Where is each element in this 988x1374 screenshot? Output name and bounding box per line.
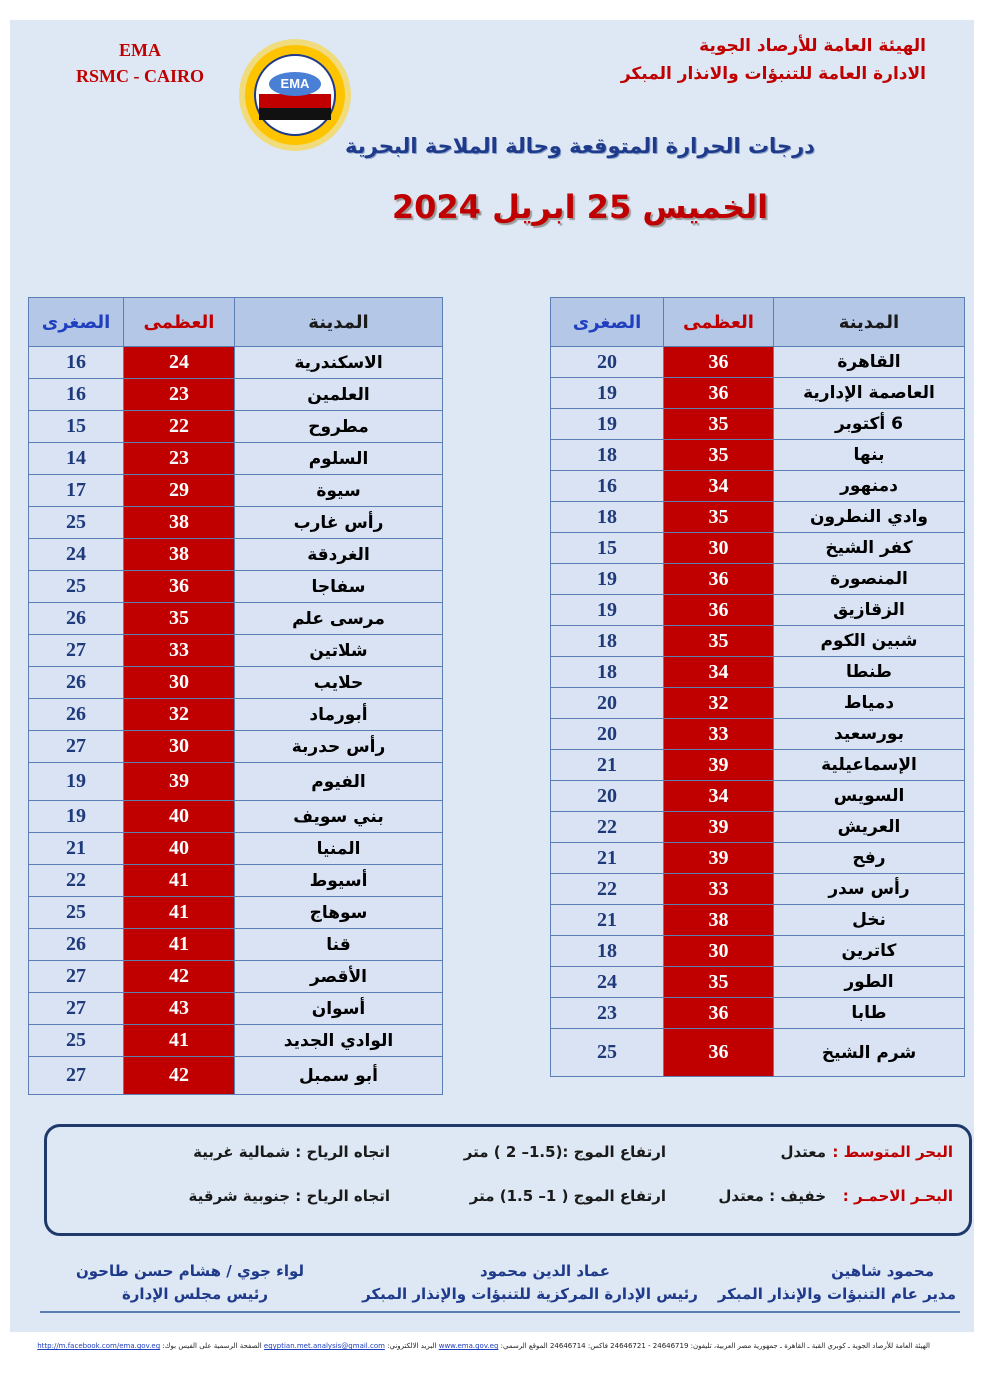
med-wave-height: ارتفاع الموج :(1.5– 2 ) متر [463,1143,666,1161]
max-temp-cell: 23 [124,443,235,475]
min-temp-cell: 19 [551,409,664,440]
min-temp-cell: 16 [29,379,124,411]
table-row [551,409,965,440]
min-temp-cell: 21 [551,750,664,781]
signature-1-name: محمود شاهين [831,1262,934,1280]
min-temp-cell: 26 [29,929,124,961]
city-cell: أبو سمبل [235,1057,443,1095]
max-temp-cell: 40 [124,833,235,865]
med-wind-direction: اتجاه الرياح : شمالية غربية [193,1143,390,1161]
max-temp-cell: 23 [124,379,235,411]
min-temp-cell: 15 [551,533,664,564]
min-temp-cell: 23 [551,998,664,1029]
min-temp-cell: 25 [551,1029,664,1077]
city-cell: مطروح [235,411,443,443]
city-cell: نخل [774,905,965,936]
city-cell: سيوة [235,475,443,507]
table-row [29,699,443,731]
city-cell: المنيا [235,833,443,865]
city-cell: بورسعيد [774,719,965,750]
city-cell: الفيوم [235,763,443,801]
min-temp-cell: 27 [29,993,124,1025]
city-cell: المنصورة [774,564,965,595]
max-temp-cell: 33 [664,719,774,750]
max-temp-cell: 41 [124,1025,235,1057]
table-row [551,440,965,471]
city-cell: القاهرة [774,347,965,378]
city-cell: شبين الكوم [774,626,965,657]
city-cell: طابا [774,998,965,1029]
city-cell: الطور [774,967,965,998]
min-temp-cell: 22 [551,874,664,905]
min-temp-cell: 26 [29,603,124,635]
red-wave-height: ارتفاع الموج ( 1– 1.5) متر [469,1187,666,1205]
city-cell: طنطا [774,657,965,688]
city-cell: العريش [774,812,965,843]
city-cell: رفح [774,843,965,874]
max-temp-cell: 36 [664,564,774,595]
med-sea-label: البحر المتوسط : [832,1143,953,1161]
table-row [29,475,443,507]
table-row [29,411,443,443]
max-temp-cell: 32 [664,688,774,719]
city-cell: حلايب [235,667,443,699]
footer-email-label: البريد الالكتروني: [384,1342,439,1350]
city-cell: رأس حدربة [235,731,443,763]
max-temp-cell: 35 [664,502,774,533]
red-sea-state: خفيف : معتدل [718,1187,826,1205]
max-temp-cell: 29 [124,475,235,507]
city-cell: العلمين [235,379,443,411]
max-temp-cell: 42 [124,1057,235,1095]
signature-1-title: مدير عام التنبؤات والإنذار المبكر [717,1285,956,1303]
max-temp-cell: 38 [124,539,235,571]
min-temp-cell: 21 [29,833,124,865]
city-cell: السويس [774,781,965,812]
table-row [29,603,443,635]
temperature-table-left [28,297,443,1095]
table-row [29,539,443,571]
min-temp-cell: 27 [29,635,124,667]
max-temp-cell: 36 [664,1029,774,1077]
city-cell: الغردقة [235,539,443,571]
max-temp-cell: 24 [124,347,235,379]
column-header-min: الصغرى [551,298,664,347]
city-cell: سفاجا [235,571,443,603]
max-temp-cell: 33 [664,874,774,905]
min-temp-cell: 20 [551,719,664,750]
max-temp-cell: 43 [124,993,235,1025]
city-cell: العاصمة الإدارية [774,378,965,409]
min-temp-cell: 15 [29,411,124,443]
max-temp-cell: 34 [664,471,774,502]
max-temp-cell: 35 [664,409,774,440]
table-row [551,533,965,564]
table-row [29,897,443,929]
max-temp-cell: 34 [664,657,774,688]
max-temp-cell: 38 [664,905,774,936]
city-cell: 6 أكتوبر [774,409,965,440]
table-row [29,929,443,961]
min-temp-cell: 25 [29,1025,124,1057]
min-temp-cell: 19 [29,763,124,801]
city-cell: أبورماد [235,699,443,731]
min-temp-cell: 18 [551,936,664,967]
max-temp-cell: 42 [124,961,235,993]
min-temp-cell: 20 [551,688,664,719]
med-sea-state: معتدل [780,1143,826,1161]
footer-website-link[interactable]: www.ema.gov.eg [438,1342,499,1350]
table-row [551,998,965,1029]
table-row [551,378,965,409]
table-row [551,657,965,688]
min-temp-cell: 22 [551,812,664,843]
table-row [551,874,965,905]
table-row [551,905,965,936]
table-row [29,801,443,833]
org-name-arabic: الهيئة العامة للأرصاد الجوية [699,36,926,56]
min-temp-cell: 24 [551,967,664,998]
table-row [551,1029,965,1077]
min-temp-cell: 25 [29,897,124,929]
table-row [551,626,965,657]
table-row [29,507,443,539]
min-temp-cell: 21 [551,905,664,936]
city-cell: كاترين [774,936,965,967]
column-header-max: العظمى [664,298,774,347]
city-cell: الوادي الجديد [235,1025,443,1057]
table-row [551,595,965,626]
max-temp-cell: 33 [124,635,235,667]
table-row [29,379,443,411]
max-temp-cell: 35 [664,626,774,657]
table-row [29,865,443,897]
city-cell: شلاتين [235,635,443,667]
min-temp-cell: 19 [29,801,124,833]
min-temp-cell: 18 [551,440,664,471]
max-temp-cell: 36 [664,347,774,378]
signature-2-title: رئيس الإدارة المركزية للتنبؤات والإنذار المبكر [362,1285,698,1303]
org-subname-english: RSMC - CAIRO [76,66,204,86]
max-temp-cell: 32 [124,699,235,731]
city-cell: رأس غارب [235,507,443,539]
footer-contact [37,1342,930,1350]
city-cell: قنا [235,929,443,961]
min-temp-cell: 26 [29,667,124,699]
max-temp-cell: 34 [664,781,774,812]
table-row [29,833,443,865]
temperature-table-right [550,297,965,1077]
city-cell: دمنهور [774,471,965,502]
red-sea-label: البحـر الاحمـر : [842,1187,953,1205]
table-row [551,688,965,719]
max-temp-cell: 36 [124,571,235,603]
table-row [551,564,965,595]
city-cell: الأقصر [235,961,443,993]
table-row [29,763,443,801]
min-temp-cell: 24 [29,539,124,571]
table-row [29,347,443,379]
signature-3-title: رئيس مجلس الإدارة [121,1285,269,1303]
column-header-city: المدينة [235,298,443,347]
signature-2-name: عماد الدين محمود [480,1262,610,1280]
max-temp-cell: 30 [124,731,235,763]
min-temp-cell: 18 [551,626,664,657]
bulletin-subtitle: درجات الحرارة المتوقعة وحالة الملاحة البحرية [345,134,815,158]
table-row [29,443,443,475]
min-temp-cell: 20 [551,781,664,812]
city-cell: أسيوط [235,865,443,897]
table-row [29,1057,443,1095]
max-temp-cell: 38 [124,507,235,539]
table-row [29,731,443,763]
table-row [551,471,965,502]
min-temp-cell: 27 [29,961,124,993]
footer-address: الهيئة العامة للأرصاد الجوية ـ كوبري القبة ـ القاهرة ـ جمهورية مصر العربية، تليفون: 24646719 - 24646721 فاكس: 24646714 الموقع الرسمي: [498,1342,930,1350]
table-row [551,812,965,843]
city-cell: الزقازيق [774,595,965,626]
max-temp-cell: 35 [124,603,235,635]
max-temp-cell: 41 [124,897,235,929]
min-temp-cell: 19 [551,595,664,626]
min-temp-cell: 16 [29,347,124,379]
city-cell: كفر الشيخ [774,533,965,564]
max-temp-cell: 40 [124,801,235,833]
footer-facebook-label: الصفحة الرسمية على الفيس بوك: [160,1342,264,1350]
min-temp-cell: 26 [29,699,124,731]
department-name-arabic: الادارة العامة للتنبؤات والانذار المبكر [620,64,926,84]
min-temp-cell: 27 [29,731,124,763]
bulletin-date: الخميس 25 ابريل 2024 [391,188,769,226]
table-row [29,571,443,603]
max-temp-cell: 35 [664,967,774,998]
min-temp-cell: 22 [29,865,124,897]
min-temp-cell: 19 [551,564,664,595]
column-header-max: العظمى [124,298,235,347]
max-temp-cell: 39 [124,763,235,801]
min-temp-cell: 18 [551,657,664,688]
table-row [29,1025,443,1057]
footer-facebook-link[interactable]: http://m.facebook.com/ema.gov.eg [37,1342,161,1350]
table-row [551,502,965,533]
city-cell: دمياط [774,688,965,719]
column-header-min: الصغرى [29,298,124,347]
min-temp-cell: 14 [29,443,124,475]
max-temp-cell: 30 [664,936,774,967]
table-row [551,843,965,874]
city-cell: سوهاج [235,897,443,929]
max-temp-cell: 36 [664,595,774,626]
min-temp-cell: 16 [551,471,664,502]
max-temp-cell: 39 [664,812,774,843]
table-row [551,750,965,781]
max-temp-cell: 35 [664,440,774,471]
table-row [29,667,443,699]
table-row [551,781,965,812]
max-temp-cell: 22 [124,411,235,443]
max-temp-cell: 36 [664,998,774,1029]
min-temp-cell: 20 [551,347,664,378]
footer-email-link[interactable]: egyptian.met.analysis@gmail.com [263,1342,385,1350]
min-temp-cell: 25 [29,571,124,603]
min-temp-cell: 17 [29,475,124,507]
footer-divider [40,1311,960,1313]
max-temp-cell: 36 [664,378,774,409]
city-cell: مرسى علم [235,603,443,635]
max-temp-cell: 41 [124,865,235,897]
city-cell: السلوم [235,443,443,475]
city-cell: رأس سدر [774,874,965,905]
min-temp-cell: 19 [551,378,664,409]
max-temp-cell: 30 [664,533,774,564]
min-temp-cell: 25 [29,507,124,539]
max-temp-cell: 30 [124,667,235,699]
table-row [29,635,443,667]
table-row [29,993,443,1025]
city-cell: الاسكندرية [235,347,443,379]
table-row [551,347,965,378]
sea-state-box [44,1124,972,1236]
table-row [551,967,965,998]
table-row [551,936,965,967]
min-temp-cell: 21 [551,843,664,874]
max-temp-cell: 39 [664,750,774,781]
org-name-english: EMA [119,40,161,60]
svg-text:EMA: EMA [280,76,310,91]
max-temp-cell: 39 [664,843,774,874]
city-cell: الإسماعيلية [774,750,965,781]
column-header-city: المدينة [774,298,965,347]
city-cell: بنها [774,440,965,471]
table-row [551,719,965,750]
city-cell: شرم الشيخ [774,1029,965,1077]
city-cell: أسوان [235,993,443,1025]
table-row [29,961,443,993]
signature-3-name: لواء جوي / هشام حسن طاحون [75,1262,305,1280]
min-temp-cell: 18 [551,502,664,533]
city-cell: وادي النطرون [774,502,965,533]
max-temp-cell: 41 [124,929,235,961]
min-temp-cell: 27 [29,1057,124,1095]
red-wind-direction: اتجاه الرياح : جنوبية شرقية [188,1187,390,1205]
city-cell: بني سويف [235,801,443,833]
